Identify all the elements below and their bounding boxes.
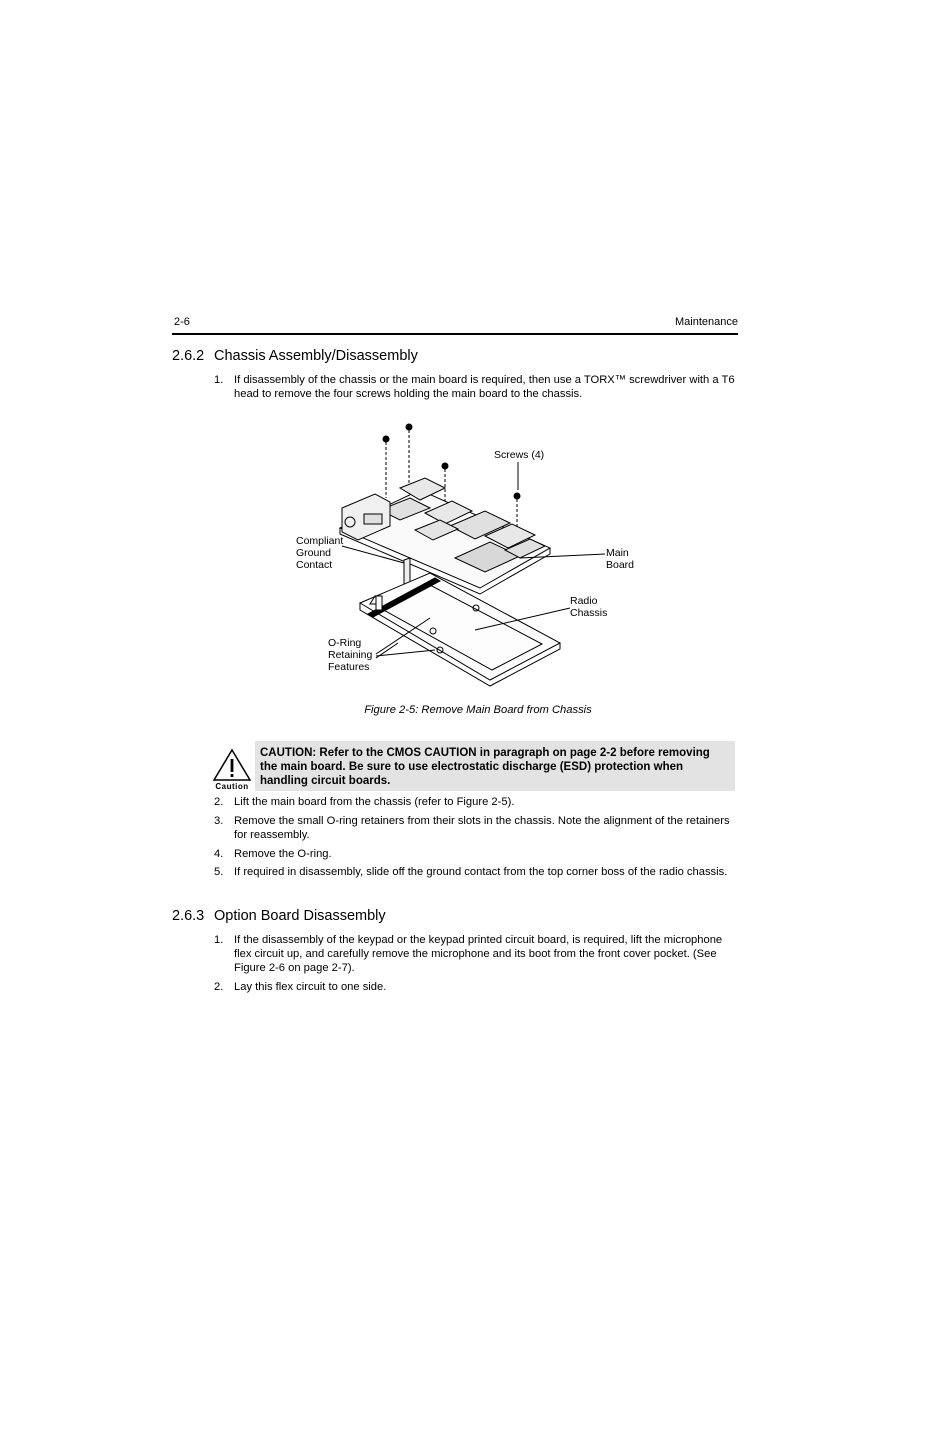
list-item — [214, 980, 738, 994]
figure-label-compliant-ground-contact — [296, 535, 343, 571]
list-text: Remove the small O-ring retainers from their slots in the chassis. Note the alignment of the retainers for reassembly. — [234, 815, 730, 841]
list-number: 1. — [214, 374, 224, 386]
figure-label-line: Compliant — [296, 535, 344, 547]
screw-icon — [383, 436, 389, 498]
list-number: 2. — [214, 796, 224, 808]
list-text: Lift the main board from the chassis (refer to Figure 2-5). — [234, 796, 515, 808]
figure-label-o-ring-retaining-features — [328, 637, 372, 673]
figure-label-line: Contact — [296, 559, 333, 571]
section-number: 2.6.2 — [172, 348, 205, 364]
section-title: Chassis Assembly/Disassembly — [214, 348, 418, 364]
list-text: If disassembly of the chassis or the main board is required, then use a TORX™ screwdriver with a T6 head to remove the four screws holding the main board to the chassis. — [234, 374, 735, 400]
list-item — [214, 373, 738, 401]
page-number: 2-6 — [174, 316, 190, 328]
figure-label-line: Chassis — [570, 607, 608, 619]
caution-box — [255, 741, 735, 791]
list-text: Lay this flex circuit to one side. — [234, 981, 387, 993]
list-item — [214, 795, 738, 809]
screw-icon — [514, 493, 520, 526]
list-number: 1. — [214, 934, 224, 946]
running-header-title: Maintenance — [675, 316, 738, 328]
section-heading-2-6-3 — [172, 908, 386, 924]
list-number: 2. — [214, 981, 224, 993]
list-text: Remove the O-ring. — [234, 848, 332, 860]
list-number: 5. — [214, 866, 224, 878]
list-item — [214, 847, 738, 861]
figure-label-line: Board — [606, 559, 635, 571]
list-item — [214, 865, 738, 879]
figure-caption: Figure 2-5: Remove Main Board from Chassis — [364, 704, 592, 716]
list-text: If the disassembly of the keypad or the keypad printed circuit board, is required, lift the microphone flex circuit up, and carefully remove the microphone and its boot from the front cover pocket. (See Figure 2-6 on page 2-7). — [234, 934, 723, 974]
caution-icon — [212, 748, 252, 794]
list-item — [214, 814, 738, 842]
figure-label-radio-chassis — [570, 595, 607, 619]
warning-triangle-icon — [212, 748, 252, 782]
screw-icon — [442, 463, 448, 506]
figure-label-line: Retaining — [328, 649, 373, 661]
figure-label-line: Radio — [570, 595, 598, 607]
section-title: Option Board Disassembly — [214, 908, 386, 924]
figure-label-line: Features — [328, 661, 370, 673]
list-item — [214, 933, 738, 975]
figure-remove-main-board — [280, 418, 680, 698]
section-heading-2-6-2 — [172, 348, 418, 364]
figure-label-main-board — [606, 547, 634, 571]
figure-label-line: Main — [606, 547, 629, 559]
section-number: 2.6.3 — [172, 908, 205, 924]
caution-icon-label: Caution — [215, 782, 249, 791]
list-number: 3. — [214, 815, 224, 827]
screw-icon — [406, 424, 412, 488]
header-rule — [172, 333, 738, 335]
figure-label-line: O-Ring — [328, 637, 362, 649]
caution-text: CAUTION: Refer to the CMOS CAUTION in paragraph on page 2-2 before removing the main board. Be sure to use electrostatic discharge (ESD) protection when handling circuit boards. — [260, 747, 710, 787]
list-number: 4. — [214, 848, 224, 860]
list-text: If required in disassembly, slide off the ground contact from the top corner boss of the radio chassis. — [234, 866, 728, 878]
figure-label-line: Ground — [296, 547, 332, 559]
figure-label-screws: Screws (4) — [494, 449, 545, 461]
